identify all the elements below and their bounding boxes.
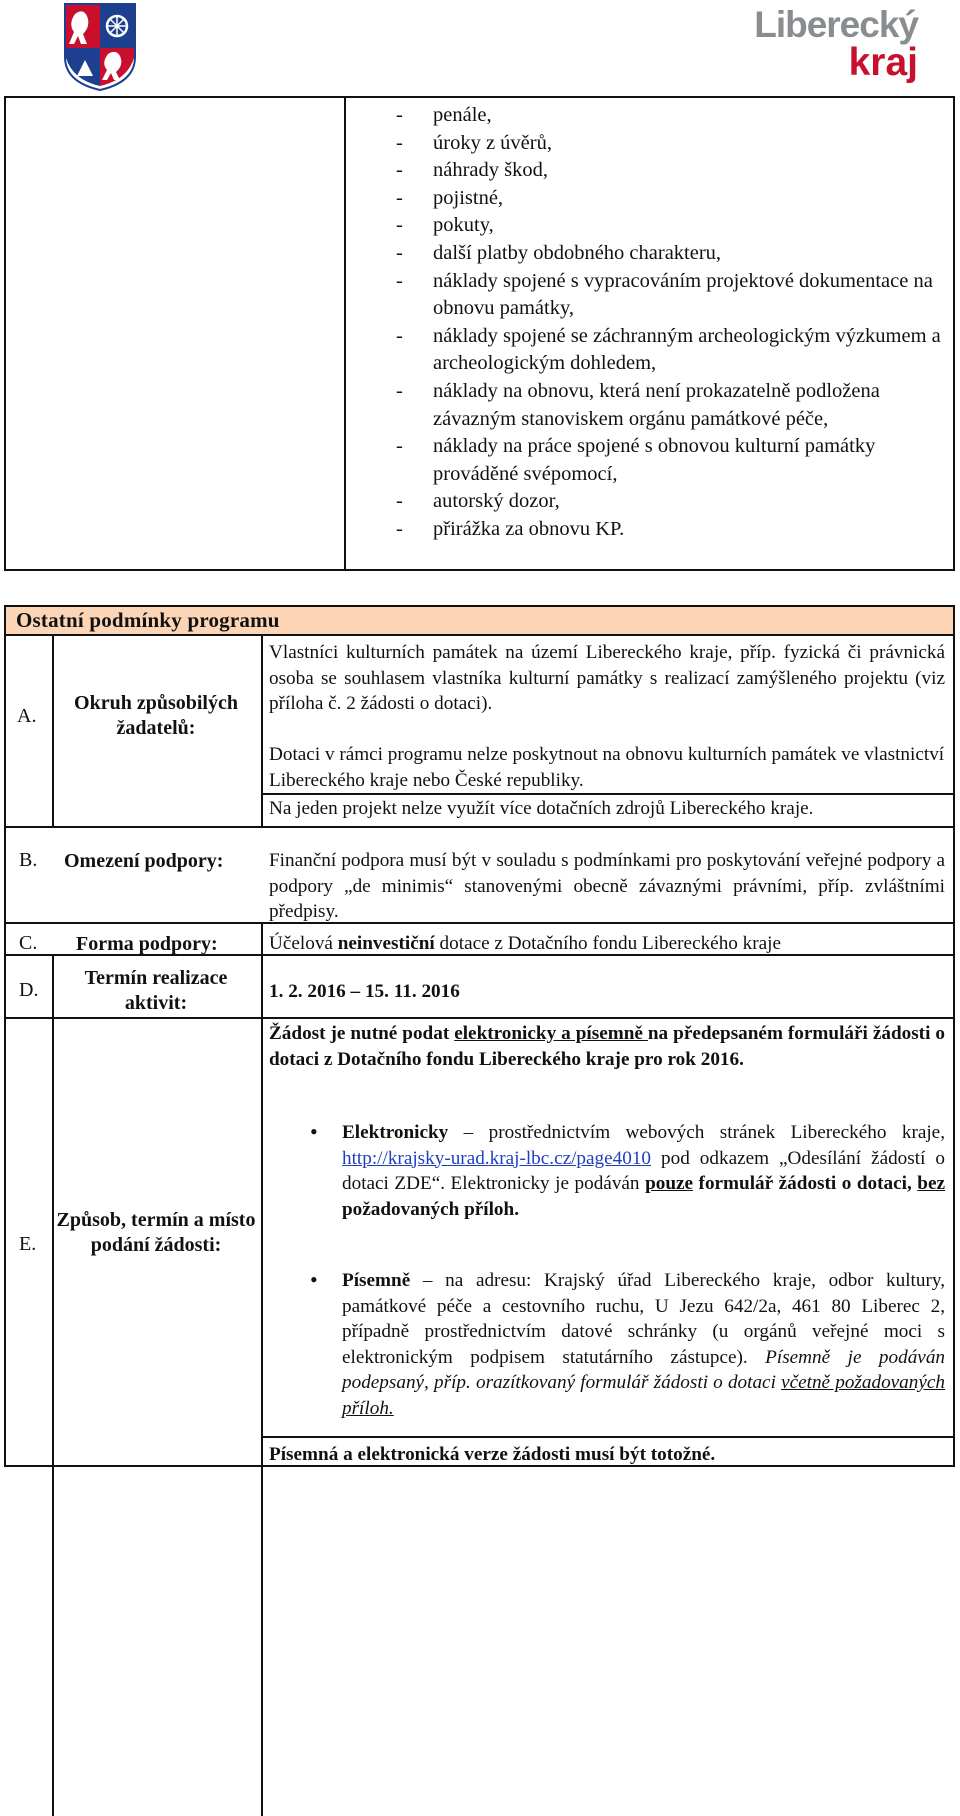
excluded-cost-text: náklady spojené se záchranným archeologickým výzkumem a archeologickým dohledem, — [433, 324, 941, 375]
electronic-text-4: požadovaných příloh. — [342, 1198, 519, 1220]
row-c-text — [269, 931, 945, 957]
electronic-text-2: pod odkazem „Odesílání žádostí o dotaci ZDE“. Elektronicky je podáván — [342, 1147, 945, 1194]
excluded-cost-item — [396, 268, 953, 323]
paper-heading: Písemně — [342, 1270, 411, 1291]
excluded-cost-text: penále, — [433, 104, 492, 126]
row-c-letter: C. — [19, 932, 38, 954]
conditions-table — [4, 605, 955, 1467]
electronic-submission-item — [310, 1119, 945, 1222]
row-d-label: Termín realizace aktivit: — [84, 967, 228, 1014]
excluded-cost-text: náklady na práce spojené s obnovou kulturní památky prováděné svépomocí, — [433, 435, 876, 485]
excluded-cost-text: pokuty, — [433, 214, 494, 237]
excluded-cost-item — [396, 323, 953, 378]
row-a-single-source-text: Na jeden projekt nelze využít více dotačních zdrojů Libereckého kraje. — [269, 798, 814, 819]
row-a-bottom-line — [6, 826, 953, 828]
section-title: Ostatní podmínky programu — [16, 608, 280, 632]
excluded-costs-list — [396, 102, 953, 544]
bullet-icon: • — [310, 1119, 318, 1144]
excluded-cost-text: pojistné, — [433, 186, 504, 209]
liberec-region-crest-icon — [63, 2, 137, 92]
column-divider — [344, 98, 346, 569]
electronic-heading: Elektronicky — [342, 1122, 449, 1143]
excluded-costs-table — [4, 96, 955, 571]
row-b-text: Finanční podpora musí být v souladu s podmínkami pro poskytování veřejné podpory a podpory „de minimis“ stanovenými obecně závaznými právními, příp. zvláštními předpisy. — [269, 850, 945, 922]
excluded-cost-item — [396, 185, 953, 213]
electronic-text-1: – prostřednictvím webových stránek Libereckého kraje, — [448, 1122, 945, 1143]
row-d-letter: D. — [19, 979, 39, 1001]
row-a-divider-2 — [261, 636, 263, 828]
excluded-cost-item — [396, 433, 953, 488]
row-c-text-3: dotace z Dotačního fondu Libereckého kraje — [434, 933, 782, 954]
paper-attachments-text: včetně požadovaných příloh. — [342, 1372, 945, 1419]
row-a-inner-line — [261, 793, 953, 795]
krajsky-urad-link[interactable]: http://krajsky-urad.kraj-lbc.cz/page4010 — [342, 1147, 652, 1169]
dash-marker: - — [396, 324, 403, 347]
excluded-cost-item — [396, 516, 953, 544]
excluded-cost-text: náklady spojené s vypracováním projektové dokumentace na obnovu památky, — [433, 269, 933, 320]
excluded-cost-text: náklady na obnovu, která není prokazatelně podložena závazným stanoviskem orgánu památkové péče, — [433, 379, 880, 430]
paper-submission-item — [310, 1267, 946, 1421]
row-e-label: Způsob, termín a místo podání žádosti: — [56, 1209, 256, 1256]
excluded-cost-text: náhrady škod, — [433, 159, 549, 182]
row-c-bottom-line — [6, 954, 953, 956]
dash-marker: - — [396, 214, 403, 237]
section-title-bar — [6, 607, 953, 636]
logo-line-2: kraj — [848, 41, 918, 84]
logo-line-1: Liberecký — [754, 4, 918, 45]
liberecky-kraj-logo — [754, 6, 918, 82]
dash-marker: - — [396, 269, 403, 292]
row-c-label: Forma podpory: — [76, 933, 218, 955]
row-a-divider-1 — [52, 636, 54, 828]
row-a-restriction-text: Dotaci v rámci programu nelze poskytnout na obnovu kulturních památek ve vlastnictví Libereckého kraje nebo České republiky. — [269, 744, 945, 791]
dash-marker: - — [396, 241, 403, 264]
row-c-divider — [261, 924, 263, 954]
excluded-cost-item — [396, 378, 953, 433]
excluded-cost-text: autorský dozor, — [433, 490, 560, 513]
row-e-intro-1: Žádost je nutné podat — [269, 1023, 455, 1044]
excluded-cost-item — [396, 488, 953, 516]
electronic-text-3: formulář žádosti o dotaci, — [693, 1173, 918, 1194]
row-b-label: Omezení podpory: — [64, 850, 224, 872]
row-b-letter: B. — [19, 849, 38, 871]
row-a-letter: A. — [17, 705, 37, 727]
electronic-only-word: pouze — [645, 1173, 694, 1194]
row-a-label: Okruh způsobilých žadatelů: — [74, 692, 238, 739]
row-b-bottom-line — [6, 922, 953, 924]
dash-marker: - — [396, 490, 403, 513]
row-e-inner-line — [261, 1436, 953, 1438]
row-d-date-range: 1. 2. 2016 – 15. 11. 2016 — [269, 981, 460, 1002]
row-e-letter: E. — [19, 1233, 37, 1255]
dash-marker: - — [396, 517, 403, 540]
row-c-text-bold: neinvestiční — [337, 933, 435, 954]
electronic-without-word: bez — [917, 1173, 945, 1194]
excluded-cost-text: přirážka za obnovu KP. — [433, 517, 625, 540]
excluded-cost-item — [396, 212, 953, 240]
dash-marker: - — [396, 104, 403, 126]
row-e-intro — [269, 1021, 945, 1072]
dash-marker: - — [396, 131, 403, 154]
row-e-intro-underlined: elektronicky a písemně — [454, 1023, 648, 1044]
dash-marker: - — [396, 159, 403, 182]
paper-address-text: – na adresu: Krajský úřad Libereckého kraje, odbor kultury, památkové péče a cestovního ruchu, U Jezu 642/2a, 461 80 Liberec 2, případně prostřednictvím datové schránky (u orgánů veřejné moci s elektronickým podpisem statutárního zástupce). — [342, 1270, 945, 1368]
bullet-icon: • — [310, 1267, 318, 1292]
row-e-final-note: Písemná a elektronická verze žádosti musí být totožné. — [269, 1444, 716, 1465]
row-d-e-divider-2 — [261, 956, 263, 1816]
dash-marker: - — [396, 435, 403, 458]
excluded-cost-item — [396, 130, 953, 158]
row-a-eligible-text: Vlastníci kulturních památek na území Libereckého kraje, příp. fyzická či právnická osoba se souhlasem vlastníka kulturní památky s realizací zamýšleného projektu (viz příloha č. 2 žádosti o dotaci). — [269, 642, 945, 714]
row-c-text-1: Účelová — [269, 933, 338, 954]
excluded-cost-item — [396, 102, 953, 130]
excluded-cost-item — [396, 157, 953, 185]
row-e-intro-3: na předepsaném formuláři žádosti o dotaci z Dotačního fondu Libereckého kraje pro rok 2016. — [269, 1023, 945, 1070]
paper-signed-text: Písemně je podáván podepsaný, příp. orazítkovaný formulář žádosti o dotaci — [342, 1346, 946, 1393]
excluded-cost-text: další platby obdobného charakteru, — [433, 241, 722, 264]
dash-marker: - — [396, 186, 403, 209]
page-header — [0, 0, 960, 95]
row-d-e-divider-1 — [52, 956, 54, 1816]
excluded-cost-item — [396, 240, 953, 268]
excluded-cost-text: úroky z úvěrů, — [433, 131, 552, 154]
dash-marker: - — [396, 379, 403, 402]
row-d-bottom-line — [6, 1017, 953, 1019]
